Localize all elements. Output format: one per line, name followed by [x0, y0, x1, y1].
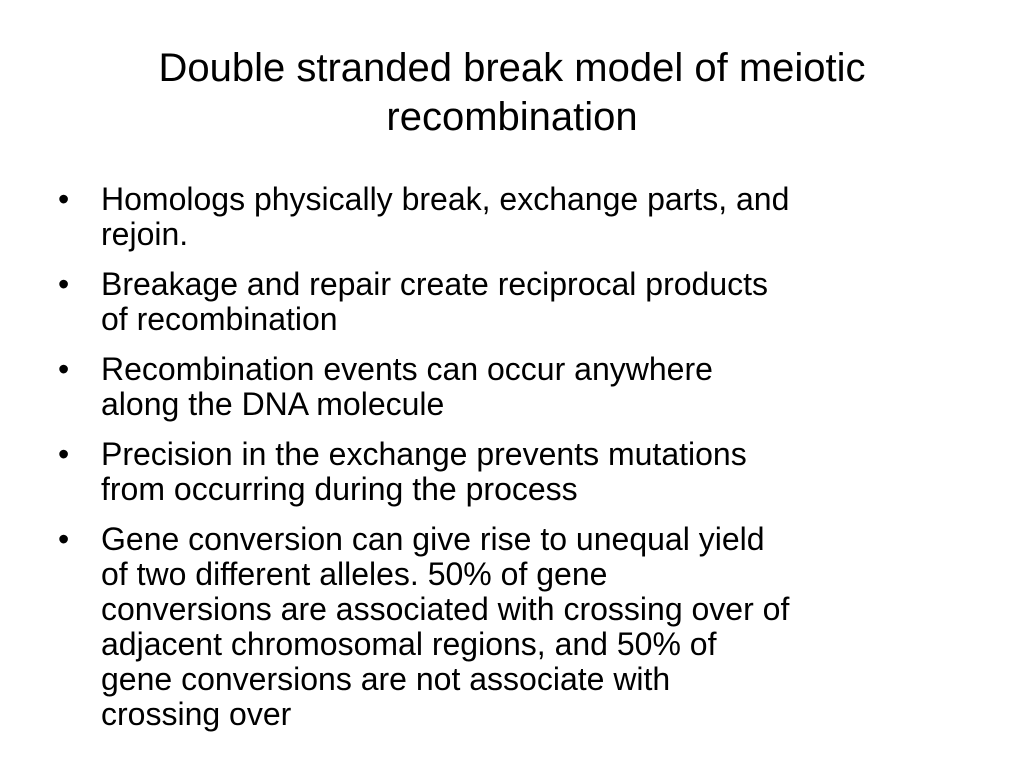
bullet-2-line-2: of recombination: [101, 301, 338, 337]
bullet-4-line-2: from occurring during the process: [101, 471, 578, 507]
bullet-item-2: [58, 267, 978, 337]
bullet-3-line-2: along the DNA molecule: [101, 386, 445, 422]
bullet-2-line-1: Breakage and repair create reciprocal products: [101, 266, 769, 302]
bullet-1-line-1: Homologs physically break, exchange parts, and: [101, 181, 790, 217]
bullet-icon: •: [58, 436, 70, 472]
bullet-item-3: [58, 352, 978, 422]
bullet-5-line-5: gene conversions are not associate with: [101, 661, 671, 697]
slide-title-line-2: recombination: [386, 95, 638, 139]
bullet-item-4: [58, 437, 978, 507]
bullet-5-line-1: Gene conversion can give rise to unequal yield: [101, 521, 765, 557]
bullet-1-line-2: rejoin.: [101, 216, 189, 252]
slide-title: [60, 44, 964, 142]
bullet-5-line-4: adjacent chromosomal regions, and 50% of: [101, 626, 717, 662]
bullet-icon: •: [58, 521, 70, 557]
bullet-icon: •: [58, 181, 70, 217]
bullet-5-line-6: crossing over: [101, 696, 292, 732]
bullet-icon: •: [58, 351, 70, 387]
bullet-icon: •: [58, 266, 70, 302]
bullet-item-1: [58, 182, 978, 252]
bullet-5-line-3: conversions are associated with crossing over of: [101, 591, 790, 627]
slide-title-line-1: Double stranded break model of meiotic: [158, 46, 866, 90]
bullet-list: [58, 182, 978, 747]
bullet-5-line-2: of two different alleles. 50% of gene: [101, 556, 608, 592]
bullet-3-line-1: Recombination events can occur anywhere: [101, 351, 713, 387]
bullet-item-5: [58, 522, 978, 732]
bullet-4-line-1: Precision in the exchange prevents mutations: [101, 436, 747, 472]
